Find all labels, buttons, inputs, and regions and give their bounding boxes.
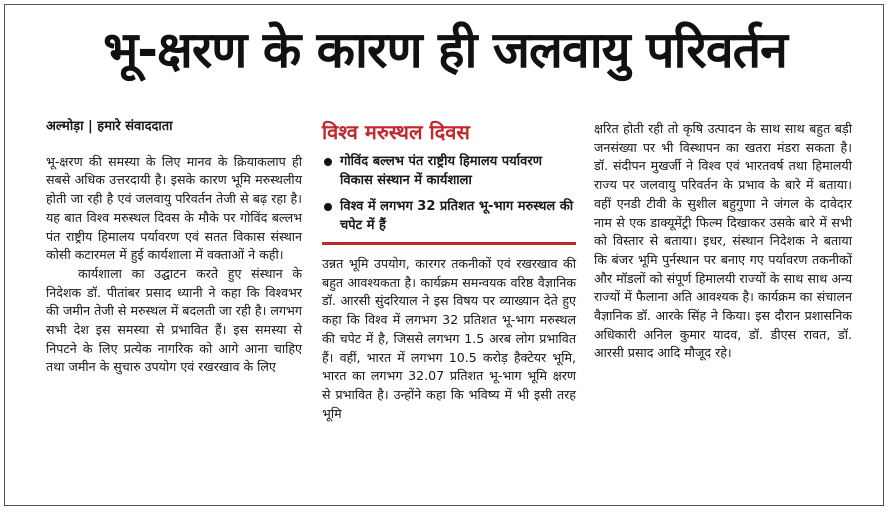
highlight-bullet-text: विश्व में लगभग 32 प्रतिशत भू-भाग मरुस्थल की चपेट में हैं	[340, 199, 574, 233]
column-2-paragraph-1: उन्नत भूमि उपयोग, कारगर तकनीकों एवं रखरखाव की बहुत आवश्यकता है। कार्यक्रम समन्वयक वरिष्ठ वैज्ञानिक डॉ. आरसी सुंदरियाल ने इस विषय पर व्याख्यान देते हुए कहा कि विश्व में लगभग 32 प्रतिशत भू-भाग मरुस्थल की चपेट में है, जिससे लगभग 1.5 अरब लोग प्रभावित हैं। वहीं, भारत में लगभग 10.5 करोड़ हैक्टेयर भूमि, भारत का लगभग 32.07 प्रतिशत भू-भाग भूमि क्षरण से प्रभावित है। उन्होंने कहा कि भविष्य में भी इसी तरह भूमि	[322, 256, 576, 421]
byline: अल्मोड़ा | हमारे संवाददाता	[46, 119, 173, 134]
bullet-dot-icon	[324, 203, 332, 211]
highlight-divider	[322, 242, 576, 245]
column-3	[594, 120, 852, 363]
column-3-paragraph-1: क्षरित होती रही तो कृषि उत्पादन के साथ साथ बहुत बड़ी जनसंख्या पर भी विस्थापन का खतरा मंडरा सकता है। डॉ. संदीपन मुखर्जी ने विश्व एवं भारतवर्ष तथा हिमालयी राज्य पर जलवायु परिवर्तन के प्रभाव के बारे में बताया। वहीं एनडी टीवी के सुशील बहुगुणा ने जंगल के दावेदार नाम से एक डाक्यूमेंट्री फिल्म दिखाकर उसके बारे में सभी को विस्तार से बताया। इधर, संस्थान निदेशक ने बताया कि बंजर भूमि पुर्नस्थान पर बनाए गए पर्यावरण तकनीकों और मॉडलों को संपूर्ण हिमालयी राज्यों के साथ साथ अन्य राज्यों में फैलाना अति आवश्यक है। कार्यक्रम का संचालन वैज्ञानिक डॉ. आरके सिंह ने किया। इस दौरान प्रशासनिक अधिकारी अनिल कुमार यादव, डॉ. डीएस रावत, डॉ. आरसी प्रसाद आदि मौजूद रहे।	[594, 121, 852, 361]
highlight-bullet-text: गोविंद बल्लभ पंत राष्ट्रीय हिमालय पर्यावरण विकास संस्थान में कार्यशाला	[340, 154, 543, 188]
column-1	[46, 118, 302, 377]
column-1-paragraph-1: भू-क्षरण की समस्या के लिए मानव के क्रियाकलाप ही सबसे अधिक उत्तरदायी है। इसके कारण भूमि मरुस्थलीय होती जा रही है एवं जलवायु परिवर्तन तेजी से बढ़ रहा है। यह बात विश्व मरुस्थल दिवस के मौके पर गोविंद बल्लभ पंत राष्ट्रीय हिमालय पर्यावरण एवं सतत विकास संस्थान कोसी कटारमल में हुई कार्यशाला में वक्ताओं ने कही।	[46, 153, 302, 263]
highlight-box-title: विश्व मरुस्थल दिवस	[322, 120, 470, 144]
column-2	[322, 118, 576, 423]
column-1-paragraph-2: कार्यशाला का उद्घाटन करते हुए संस्थान के निदेशक डॉ. पीतांबर प्रसाद ध्यानी ने कहा कि विश्वभर की जमीन तेजी से मरुस्थल में बदलती जा रही है। लगभग सभी देश इस समस्या से प्रभावित हैं। इस समस्या से निपटने के लिए प्रत्येक नागरिक को आगे आना चाहिए तथा जमीन के सुचारु उपयोग एवं रखरखाव के लिए	[46, 265, 302, 375]
highlight-bullets	[322, 152, 576, 235]
headline: भू-क्षरण के कारण ही जलवायु परिवर्तन	[103, 21, 787, 79]
highlight-bullet	[322, 152, 576, 190]
bullet-dot-icon	[324, 158, 332, 166]
highlight-bullet	[322, 197, 576, 235]
